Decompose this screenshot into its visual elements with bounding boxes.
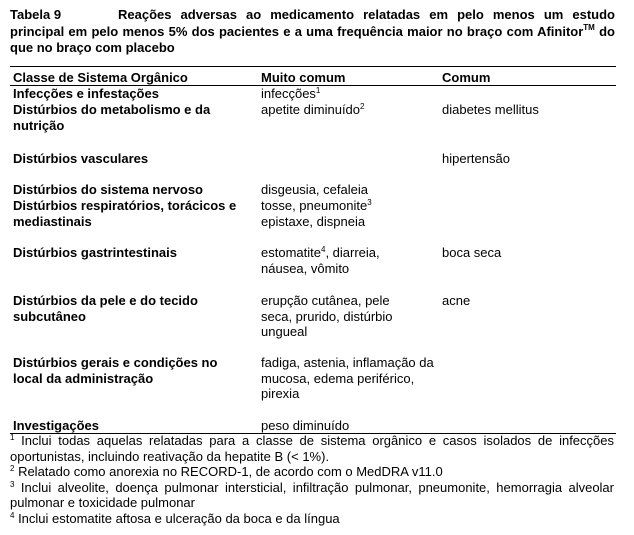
header-very-common: Muito comum bbox=[261, 70, 346, 85]
footnote: $^4$ Inclui estomatite aftosa e ulceração da boca e da língua bbox=[10, 510, 340, 526]
footnote-ref: 1 bbox=[315, 86, 321, 95]
very-common-cell: estomatite$^4$, diarreia, náusea, vômito bbox=[261, 245, 380, 276]
table-caption bbox=[10, 7, 615, 57]
footnote-mark: 4 bbox=[10, 510, 15, 520]
soc-cell: Distúrbios gerais e condições no local da administração bbox=[13, 355, 218, 386]
soc-cell: Infecções e infestações bbox=[13, 86, 159, 101]
very-common-cell: peso diminuído bbox=[261, 418, 350, 433]
caption-text-end: do que no braço com placebo bbox=[10, 23, 615, 55]
soc-cell: Distúrbios do metabolismo e da nutrição bbox=[13, 102, 211, 133]
caption-text: Reações adversas ao medicamento relatadas em pelo menos um estudo principal em pelo menos 5% dos pacientes e a uma frequência maior no braço com Afinitor bbox=[10, 7, 615, 39]
common-cell: acne bbox=[442, 293, 471, 308]
footnote-ref: 4 bbox=[320, 245, 326, 254]
common-cell: diabetes mellitus bbox=[442, 102, 539, 117]
very-common-cell: erupção cutânea, pele seca, prurido, distúrbio ungueal bbox=[261, 293, 393, 339]
soc-cell: Distúrbios gastrintestinais bbox=[13, 245, 177, 260]
footnote-ref: 2 bbox=[360, 102, 365, 111]
table-number: Tabela 9 bbox=[10, 7, 62, 22]
soc-cell: Distúrbios vasculares bbox=[13, 151, 149, 166]
trademark-mark: TM bbox=[583, 22, 595, 32]
footnote: $^3$ Inclui alveolite, doença pulmonar intersticial, infiltração pulmonar, pneumonite, hemorragia alveolar pulmonar e toxicidade pulmonar bbox=[10, 479, 614, 510]
very-common-cell: fadiga, astenia, inflamação da mucosa, edema periférico, pirexia bbox=[261, 355, 434, 401]
footnote-mark: 1 bbox=[10, 433, 15, 442]
soc-cell: Distúrbios do sistema nervoso bbox=[13, 182, 203, 197]
very-common-cell: apetite diminuído$^2$ bbox=[261, 102, 365, 117]
footnote-ref: 3 bbox=[367, 198, 372, 207]
soc-cell: Distúrbios respiratórios, torácicos e mediastinais bbox=[13, 198, 237, 229]
soc-cell: Distúrbios da pele e do tecido subcutâneo bbox=[13, 293, 198, 324]
footnotes bbox=[10, 433, 614, 526]
common-cell: boca seca bbox=[442, 245, 502, 260]
very-common-cell: infecções$^1$ bbox=[261, 86, 321, 101]
footnote: $^2$ Relatado como anorexia no RECORD-1, de acordo com o MedDRA v11.0 bbox=[10, 464, 443, 479]
footnote-mark: 2 bbox=[10, 464, 15, 473]
footnote-mark: 3 bbox=[10, 479, 15, 489]
very-common-cell: disgeusia, cefaleia bbox=[261, 182, 368, 197]
header-common: Comum bbox=[442, 70, 491, 85]
table-top-rule bbox=[10, 66, 616, 67]
header-soc: Classe de Sistema Orgânico bbox=[13, 70, 188, 85]
soc-cell: Investigações bbox=[13, 418, 99, 433]
footnote: $^1$ Inclui todas aquelas relatadas para a classe de sistema orgânico e casos isolados de infecções oportunistas, incluindo reativação da hepatite B (< 1%). bbox=[10, 433, 614, 464]
very-common-cell: tosse, pneumonite$^3$ epistaxe, dispneia bbox=[261, 198, 372, 229]
common-cell: hipertensão bbox=[442, 151, 510, 166]
